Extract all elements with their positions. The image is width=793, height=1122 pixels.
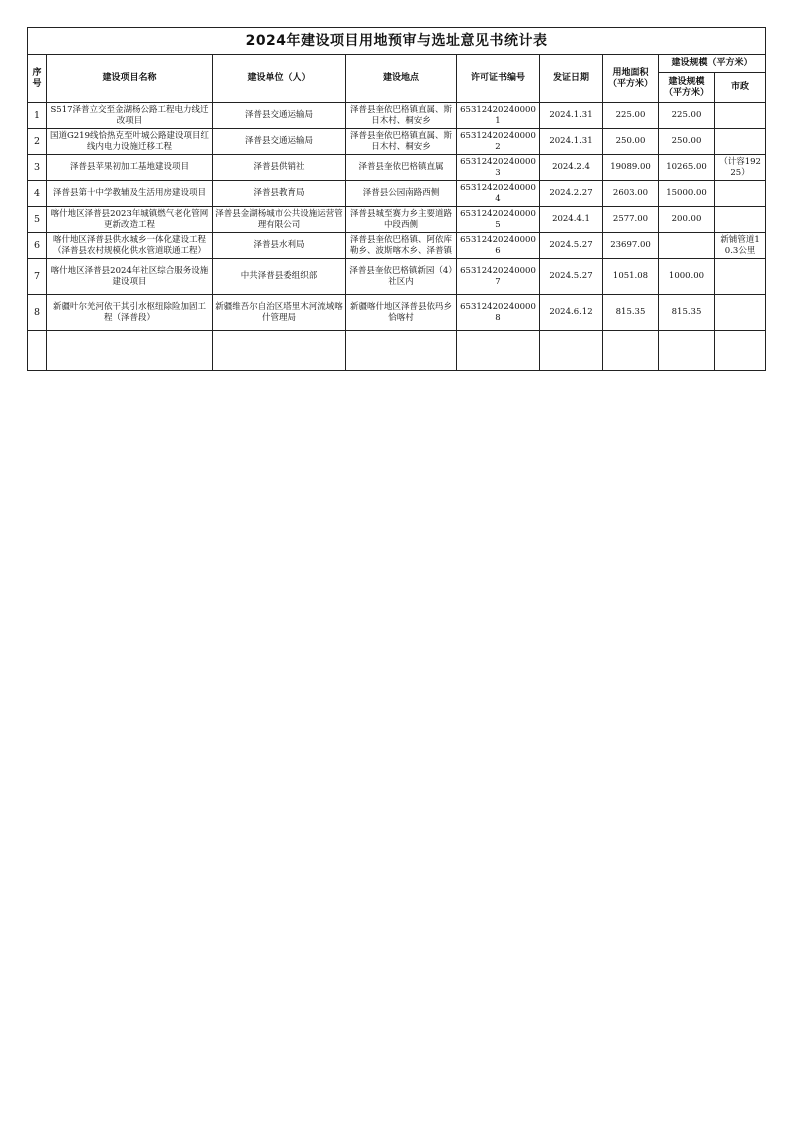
empty-cell [213,331,346,371]
cell-location: 泽普县奎依巴格镇直属、斯日木村、桐安乡 [346,103,457,129]
header-scale-group: 建设规模（平方米） [659,55,766,73]
cell-location: 泽普县奎依巴格镇新园（4）社区内 [346,259,457,295]
empty-cell [540,331,603,371]
cell-seq: 8 [28,295,47,331]
cell-permit-number: 653124202400001 [457,103,540,129]
cell-construction-unit: 泽普县水利局 [213,233,346,259]
empty-cell [715,331,766,371]
cell-municipal [715,259,766,295]
cell-construction-unit: 泽普县交通运输局 [213,103,346,129]
cell-construction-unit: 中共泽普县委组织部 [213,259,346,295]
cell-issue-date: 2024.5.27 [540,259,603,295]
cell-land-area: 2603.00 [603,181,659,207]
cell-project-name: 新疆叶尔羌河依干其引水枢纽除险加固工程（泽普段） [47,295,213,331]
cell-municipal: 新铺管道10.3公里 [715,233,766,259]
empty-cell [603,331,659,371]
cell-project-name: 泽普县第十中学教辅及生活用房建设项目 [47,181,213,207]
cell-scale: 250.00 [659,129,715,155]
empty-cell [28,331,47,371]
header-seq: 序号 [28,55,47,103]
statistics-table [27,27,766,371]
cell-municipal [715,103,766,129]
cell-municipal [715,129,766,155]
cell-municipal [715,207,766,233]
header-land-area: 用地面积（平方米） [603,55,659,103]
cell-seq: 3 [28,155,47,181]
cell-scale: 15000.00 [659,181,715,207]
cell-permit-number: 653124202400004 [457,181,540,207]
cell-location: 泽普县奎依巴格镇、阿依库勒乡、波斯喀木乡、泽普镇 [346,233,457,259]
cell-seq: 7 [28,259,47,295]
header-issue-date: 发证日期 [540,55,603,103]
cell-permit-number: 653124202400008 [457,295,540,331]
empty-cell [457,331,540,371]
cell-scale [659,233,715,259]
empty-cell [659,331,715,371]
cell-issue-date: 2024.2.27 [540,181,603,207]
table-row [28,295,766,331]
cell-construction-unit: 泽普县供销社 [213,155,346,181]
empty-row [28,331,766,371]
cell-permit-number: 653124202400002 [457,129,540,155]
cell-land-area: 23697.00 [603,233,659,259]
cell-scale: 10265.00 [659,155,715,181]
header-location: 建设地点 [346,55,457,103]
cell-municipal [715,295,766,331]
cell-land-area: 225.00 [603,103,659,129]
cell-permit-number: 653124202400007 [457,259,540,295]
cell-issue-date: 2024.4.1 [540,207,603,233]
cell-seq: 4 [28,181,47,207]
cell-construction-unit: 泽普县金湖杨城市公共设施运营管理有限公司 [213,207,346,233]
cell-scale: 225.00 [659,103,715,129]
cell-construction-unit: 泽普县交通运输局 [213,129,346,155]
cell-seq: 5 [28,207,47,233]
cell-location: 泽普县奎依巴格镇直属、斯日木村、桐安乡 [346,129,457,155]
cell-construction-unit: 新疆维吾尔自治区塔里木河流域喀什管理局 [213,295,346,331]
empty-cell [346,331,457,371]
table-row [28,207,766,233]
cell-seq: 1 [28,103,47,129]
cell-seq: 6 [28,233,47,259]
cell-land-area: 1051.08 [603,259,659,295]
cell-location: 泽普县公园南路西侧 [346,181,457,207]
cell-project-name: 喀什地区泽普县2024年社区综合服务设施建设项目 [47,259,213,295]
cell-land-area: 250.00 [603,129,659,155]
cell-issue-date: 2024.1.31 [540,129,603,155]
cell-issue-date: 2024.1.31 [540,103,603,129]
cell-location: 泽普县城至赛力乡主要道路中段西侧 [346,207,457,233]
cell-project-name: 喀什地区泽普县供水城乡一体化建设工程（泽普县农村规模化供水管道联通工程） [47,233,213,259]
cell-issue-date: 2024.2.4 [540,155,603,181]
cell-permit-number: 653124202400006 [457,233,540,259]
cell-location: 泽普县奎依巴格镇直属 [346,155,457,181]
cell-land-area: 815.35 [603,295,659,331]
table-row [28,155,766,181]
cell-issue-date: 2024.6.12 [540,295,603,331]
cell-scale: 200.00 [659,207,715,233]
cell-construction-unit: 泽普县教育局 [213,181,346,207]
cell-seq: 2 [28,129,47,155]
cell-project-name: 喀什地区泽普县2023年城镇燃气老化管网更新改造工程 [47,207,213,233]
cell-project-name: 国道G219线恰热克至叶城公路建设项目红线内电力设施迁移工程 [47,129,213,155]
cell-permit-number: 653124202400005 [457,207,540,233]
header-permit-number: 许可证书编号 [457,55,540,103]
cell-project-name: S517泽普立交至金湖杨公路工程电力线迁改项目 [47,103,213,129]
header-municipal: 市政 [715,73,766,103]
cell-scale: 1000.00 [659,259,715,295]
header-construction-unit: 建设单位（人） [213,55,346,103]
cell-land-area: 19089.00 [603,155,659,181]
header-scale: 建设规模（平方米） [659,73,715,103]
cell-municipal: （计容19225） [715,155,766,181]
cell-permit-number: 653124202400003 [457,155,540,181]
cell-municipal [715,181,766,207]
table-row [28,233,766,259]
cell-project-name: 泽普县苹果初加工基地建设项目 [47,155,213,181]
table-row [28,103,766,129]
cell-land-area: 2577.00 [603,207,659,233]
header-project-name: 建设项目名称 [47,55,213,103]
empty-cell [47,331,213,371]
cell-issue-date: 2024.5.27 [540,233,603,259]
table-row [28,129,766,155]
cell-scale: 815.35 [659,295,715,331]
table-row [28,259,766,295]
cell-location: 新疆喀什地区泽普县依玛乡恰喀村 [346,295,457,331]
table-row [28,181,766,207]
page-title: 2024年建设项目用地预审与选址意见书统计表 [28,28,766,55]
